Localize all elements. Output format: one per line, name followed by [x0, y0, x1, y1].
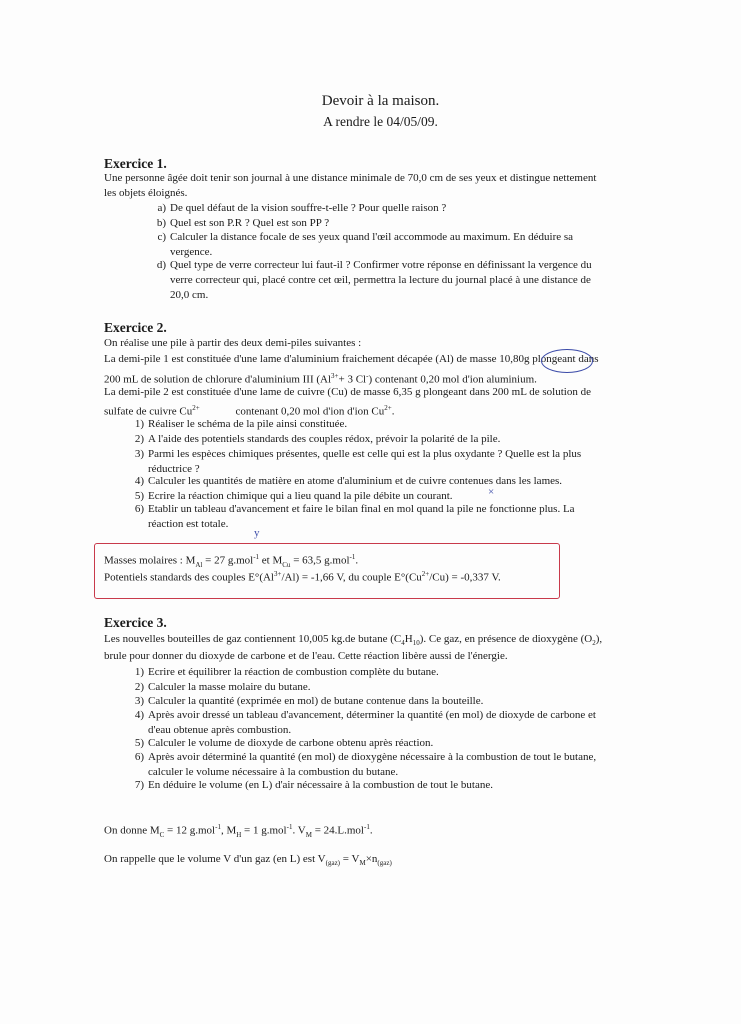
list-item: 5) Ecrire la réaction chimique qui a lieu quand la pile débite un courant.	[134, 490, 453, 502]
handwritten-circle-mark	[541, 349, 593, 373]
list-item: 1) Réaliser le schéma de la pile ainsi constituée.	[134, 418, 348, 430]
list-item: 1) Ecrire et équilibrer la réaction de combustion complète du butane.	[134, 666, 439, 678]
exercise-3-heading: Exercice 3.	[104, 615, 167, 630]
list-item: d) Quel type de verre correcteur lui faut-il ? Confirmer votre réponse en définissant la vergence du verre correcteur qui, placé contre cet œil, permettra la lecture du journal placé à une distance de 20,0 cm.	[156, 259, 592, 301]
list-item: 4) Calculer les quantités de matière en atome d'aluminium et de cuivre contenues dans les lames.	[134, 475, 563, 487]
molar-masses-line: Masses molaires : $M_{Al} = 27$ g.mol$^{-1}$ et $M_{Cu} = 63,5$ g.mol$^{-1}$.	[104, 553, 359, 569]
list-item: a) De quel défaut de la vision souffre-t-elle ? Pour quelle raison ?	[157, 202, 447, 214]
exercise-2-heading: Exercice 2.	[104, 320, 167, 335]
list-item: 3) Calculer la quantité (exprimée en mol) de butane contenue dans la bouteille.	[134, 695, 484, 707]
list-item: c) Calculer la distance focale de ses yeux quand l'œil accommode au maximum. En déduire sa vergence.	[157, 231, 574, 258]
recall-formula-line: On rappelle que le volume V d'un gaz (en L) est $V_{(gaz)} = V_M\times n_{(gaz)}$	[104, 853, 392, 868]
given-values-line: On donne $M_C = 12$ g.mol$^{-1}$, $M_H = 1$ g.mol$^{-1}$. $V_M = 24.L.mol^{-1}$.	[104, 823, 373, 839]
exercise-3-intro-line: brule pour donner du dioxyde de carbone et de l'eau. Cette réaction libère aussi de l'énergie.	[104, 650, 508, 662]
standard-potentials-line: Potentiels standards des couples $E^\circ(Al^{3+}/Al) = -1,66$ V, du couple $E^\circ(Cu^{2+}/Cu) = -0,337$ V.	[104, 570, 501, 584]
handwritten-check-mark: y	[254, 527, 260, 539]
half-cell-2-line: sulfate de cuivre $Cu^{2+}$ contenant 0,20 mol d'ion d'ion $Cu^{2+}$.	[104, 404, 395, 418]
list-item: 6) Etablir un tableau d'avancement et faire le bilan final en mol quand la pile ne fonctionne plus. La réaction est totale.	[134, 503, 575, 530]
aluminium-mass: 10,80g	[499, 353, 530, 365]
list-item: 7) En déduire le volume (en L) d'air nécessaire à la combustion de tout le butane.	[134, 779, 493, 791]
list-item: 4) Après avoir dressé un tableau d'avancement, déterminer la quantité (en mol) de dioxyde de carbone et d'eau obtenue après combustion.	[134, 709, 596, 736]
half-cell-2-line: La demi-pile 2 est constituée d'une lame de cuivre (Cu) de masse 6,35 g plongeant dans 200 mL de solution de	[104, 386, 591, 398]
handwritten-check-mark: ×	[488, 486, 495, 498]
page-title: Devoir à la maison.	[321, 93, 440, 109]
exercise-2-intro: On réalise une pile à partir des deux demi-piles suivantes :	[104, 337, 362, 349]
exercise-3-intro-line: Les nouvelles bouteilles de gaz contiennent 10,005 kg.de butane $(C_4H_{10})$. Ce gaz, en présence de dioxygène $(O_2)$,	[104, 633, 603, 648]
exercise-1-intro-line: les objets éloignés.	[104, 187, 188, 199]
list-item: 2) Calculer la masse molaire du butane.	[134, 681, 311, 693]
due-date: A rendre le 04/05/09.	[323, 114, 438, 129]
list-item: b) Quel est son P.R ? Quel est son PP ?	[156, 217, 330, 229]
list-item: 5) Calculer le volume de dioxyde de carbone obtenu après réaction.	[134, 737, 434, 749]
list-item: 2) A l'aide des potentiels standards des couples rédox, prévoir la polarité de la pile.	[134, 433, 501, 445]
list-item: 3) Parmi les espèces chimiques présentes, quelle est celle qui est la plus oxydante ? Quelle est la plus réductrice ?	[134, 448, 582, 475]
list-item: 6) Après avoir déterminé la quantité (en mol) de dioxygène nécessaire à la combustion de tout le butane, calculer le volume nécessaire à la combustion du butane.	[134, 751, 597, 778]
exercise-1-heading: Exercice 1.	[104, 156, 167, 171]
half-cell-1-line: 200 mL de solution de chlorure d'aluminium III ($Al^{3+}+ 3$ Cl-) contenant 0,20 mol d'ion aluminium.	[104, 372, 537, 386]
half-cell-1-line: La demi-pile 1 est constituée d'une lame d'aluminium fraichement décapée (Al) de masse 10,80g plongeant dans	[104, 353, 599, 365]
exercise-1-intro-line: Une personne âgée doit tenir son journal à une distance minimale de 70,0 cm de ses yeux et distingue nettement	[104, 172, 597, 184]
